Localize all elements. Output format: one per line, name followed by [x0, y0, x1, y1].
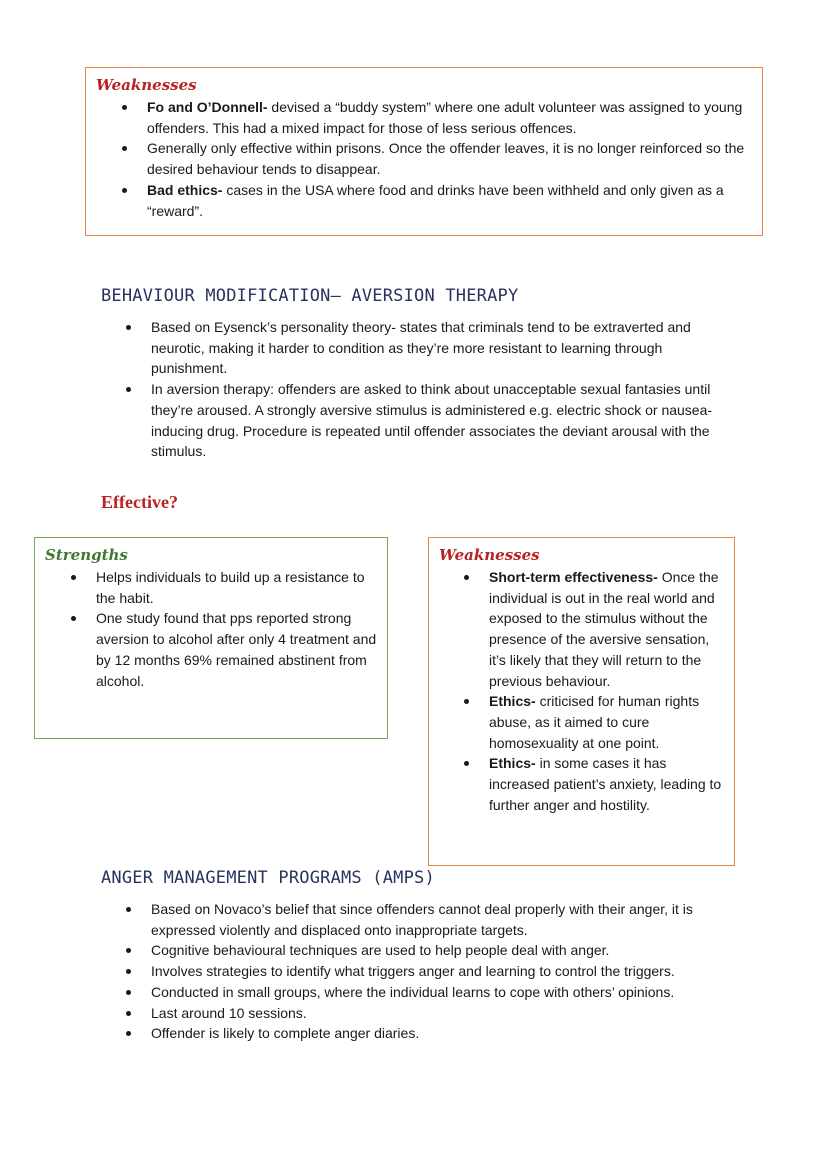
list-item — [147, 97, 755, 138]
list-item: Offender is likely to complete anger diaries. — [151, 1023, 741, 1044]
list-item — [489, 753, 729, 815]
aversion-weaknesses-box — [428, 537, 735, 866]
list-item — [489, 567, 729, 691]
list-item: Last around 10 sessions. — [151, 1003, 741, 1024]
aversion-weaknesses-list — [489, 567, 729, 815]
strengths-title: Strengths — [45, 546, 128, 564]
list-item — [147, 138, 755, 179]
anger-management-heading: ANGER MANAGEMENT PROGRAMS (AMPS) — [101, 868, 435, 888]
list-item: Based on Eysenck’s personality theory- states that criminals tend to be extraverted and neurotic, making it harder to condition as they’re more resistant to learning through punishment. — [151, 317, 736, 379]
item-lead: Ethics- — [489, 755, 536, 772]
item-text: One study found that pps reported strong aversion to alcohol after only 4 treatment and by 12 months 69% remained abstinent from alcohol. — [96, 610, 377, 689]
anger-management-list — [151, 899, 741, 1044]
item-lead: Bad ethics- — [147, 181, 223, 198]
top-weaknesses-title: Weaknesses — [96, 76, 197, 94]
list-item: Cognitive behavioural techniques are used to help people deal with anger. — [151, 940, 741, 961]
item-text: Generally only effective within prisons. Once the offender leaves, it is no longer reinforced so the desired behaviour tends to disappear. — [147, 140, 745, 178]
item-lead: Short-term effectiveness- — [489, 569, 658, 585]
item-text: criticised for human rights abuse, as it aimed to cure homosexuality at one point. — [489, 693, 700, 751]
item-text: cases in the USA where food and drinks have been withheld and only given as a “reward”. — [147, 181, 724, 219]
item-lead: Fo and O’Donnell- — [147, 99, 268, 115]
item-text: in some cases it has increased patient’s anxiety, leading to further anger and hostility. — [489, 755, 722, 813]
effective-label: Effective? — [101, 492, 178, 512]
strengths-box — [34, 537, 388, 739]
aversion-therapy-heading: BEHAVIOUR MODIFICATION– AVERSION THERAPY — [101, 286, 519, 306]
item-text: Once the individual is out in the real world and exposed to the stimulus without the presence of the aversive sensation, it’s likely that they will return to the previous behaviour. — [489, 569, 719, 689]
top-weaknesses-list — [147, 97, 755, 221]
aversion-therapy-list — [151, 317, 736, 462]
top-weaknesses-box — [85, 67, 763, 236]
list-item — [96, 608, 378, 691]
item-lead: Ethics- — [489, 693, 536, 710]
item-text: devised a “buddy system” where one adult volunteer was assigned to young offenders. This had a mixed impact for those of less serious offences. — [147, 99, 743, 136]
list-item — [489, 691, 729, 753]
list-item — [147, 180, 755, 221]
list-item: Involves strategies to identify what triggers anger and learning to control the triggers. — [151, 961, 741, 982]
list-item — [96, 567, 378, 608]
list-item: Conducted in small groups, where the individual learns to cope with others’ opinions. — [151, 982, 741, 1003]
item-text: Helps individuals to build up a resistance to the habit. — [96, 569, 365, 606]
list-item: In aversion therapy: offenders are asked to think about unacceptable sexual fantasies until they’re aroused. A strongly aversive stimulus is administered e.g. electric shock or nausea-inducing drug. Procedure is repeated until offender associates the deviant arousal with the stimulus. — [151, 379, 736, 462]
list-item: Based on Novaco’s belief that since offenders cannot deal properly with their anger, it is expressed violently and displaced onto inappropriate targets. — [151, 899, 741, 940]
strengths-list — [96, 567, 378, 691]
aversion-weaknesses-title: Weaknesses — [439, 546, 540, 564]
